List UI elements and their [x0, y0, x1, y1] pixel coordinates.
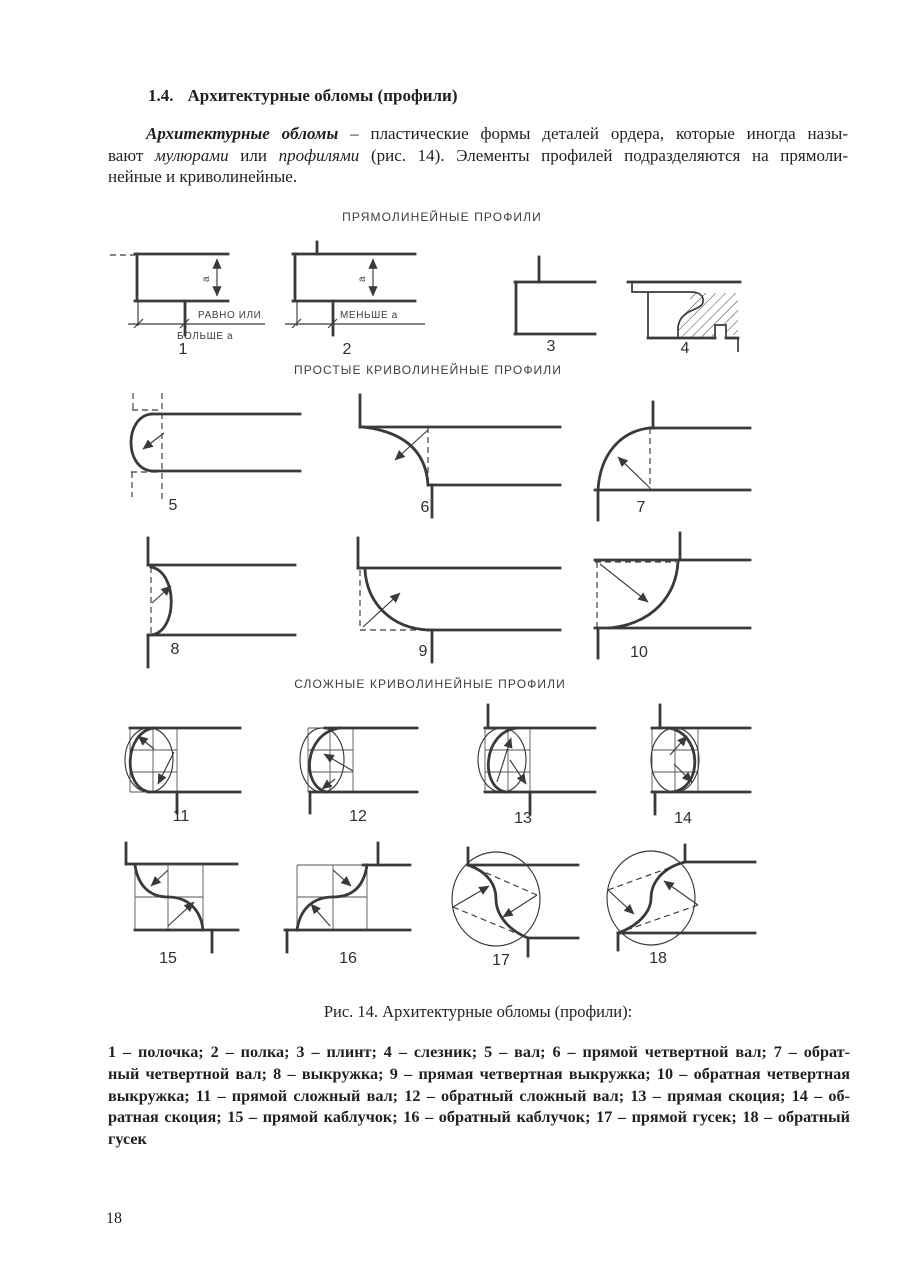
dim-a-label: а — [201, 275, 212, 282]
section-heading — [148, 86, 458, 106]
page-number: 18 — [106, 1210, 122, 1227]
diagram-6-pryamoy-chetvertnoy-val — [350, 390, 565, 520]
diagram-15-pryamoy-kabluchok — [110, 840, 260, 955]
figure-group-title-simple-curvilinear: ПРОСТЫЕ КРИВОЛИНЕЙНЫЕ ПРОФИЛИ — [294, 363, 562, 377]
figure-group-title-rectilinear: ПРЯМОЛИНЕЙНЫЕ ПРОФИЛИ — [342, 210, 542, 224]
dim-greater-label: БОЛЬШЕ а — [177, 331, 234, 342]
diagram-2-polka — [285, 238, 475, 346]
diagram-1-polochka — [105, 238, 280, 346]
diagram-17-pryamoy-gusek — [440, 830, 600, 965]
figure-number-5: 5 — [168, 497, 178, 514]
figure-number-17: 17 — [492, 952, 510, 969]
figure-number-12: 12 — [349, 808, 367, 825]
figure-caption: Рис. 14. Архитектурные обломы (профили): — [323, 1002, 633, 1021]
figure-number-9: 9 — [418, 643, 428, 660]
intro-line-2: вают мулюрами или профилями (рис. 14). Элементы профилей подразделяются на прямоли- — [108, 145, 848, 165]
diagram-16-obratny-kabluchok — [275, 840, 425, 955]
section-title: Архитектурные обломы (профили) — [187, 86, 458, 105]
dim-a-label: а — [357, 275, 368, 282]
figure-number-10: 10 — [630, 644, 648, 661]
figure-number-13: 13 — [514, 810, 532, 827]
section-number: 1.4. — [148, 86, 174, 105]
diagram-9-pryamaya-chetvertnaya-vykruzhka — [350, 530, 565, 665]
legend-line-4: ратная скоция; 15 – прямой каблучок; 16 – обратный каблучок; 17 – прямой гусек; 18 – обратный — [108, 1108, 850, 1127]
dim-less-label: МЕНЬШЕ а — [340, 310, 398, 321]
intro-paragraph — [108, 123, 848, 188]
figure-number-2: 2 — [342, 341, 352, 358]
diagram-5-val — [110, 385, 300, 510]
legend-line-2: ный четвертной вал; 8 – выкружка; 9 – прямая четвертная выкружка; 10 – обратная четвертная — [108, 1064, 850, 1083]
figure-number-6: 6 — [420, 499, 430, 516]
figure-number-18: 18 — [649, 950, 667, 967]
figure-number-15: 15 — [159, 950, 177, 967]
figure-group-title-complex-curvilinear: СЛОЖНЫЕ КРИВОЛИНЕЙНЫЕ ПРОФИЛИ — [294, 677, 566, 691]
figure-number-14: 14 — [674, 810, 692, 827]
intro-line-3: нейные и криволинейные. — [108, 167, 298, 186]
legend-line-5: гусек — [108, 1130, 147, 1149]
diagram-18-obratny-gusek — [595, 830, 760, 965]
diagram-7-obratny-chetvertnoy-val — [575, 395, 755, 520]
diagram-12-obratny-slozhny-val — [295, 705, 430, 820]
figure-number-16: 16 — [339, 950, 357, 967]
diagram-10-obratnaya-chetvertnaya-vykruzhka — [580, 528, 755, 663]
legend-line-3: выкружка; 11 – прямой сложный вал; 12 – обратный сложный вал; 13 – прямая скоция; 14 – об- — [108, 1086, 850, 1105]
figure-number-4: 4 — [680, 340, 690, 357]
diagram-11-pryamoy-slozhny-val — [120, 705, 250, 820]
intro-line-1: Архитектурные обломы – пластические формы деталей ордера, которые иногда назы- — [146, 124, 848, 143]
figure-number-1: 1 — [178, 341, 188, 358]
diagram-14-obratnaya-skotsiya — [640, 700, 765, 820]
diagram-13-pryamaya-skotsiya — [470, 700, 610, 820]
dim-equal-or-label: РАВНО ИЛИ — [198, 310, 262, 321]
legend-line-1: 1 – полочка; 2 – полка; 3 – плинт; 4 – слезник; 5 – вал; 6 – прямой четвертной вал; 7 – обрат- — [108, 1043, 850, 1061]
figure-number-3: 3 — [546, 338, 556, 355]
figure-number-8: 8 — [170, 641, 180, 658]
figure-legend — [108, 1042, 850, 1151]
diagram-3-plint — [505, 250, 605, 345]
figure-number-7: 7 — [636, 499, 646, 516]
figure-number-11: 11 — [172, 808, 190, 825]
